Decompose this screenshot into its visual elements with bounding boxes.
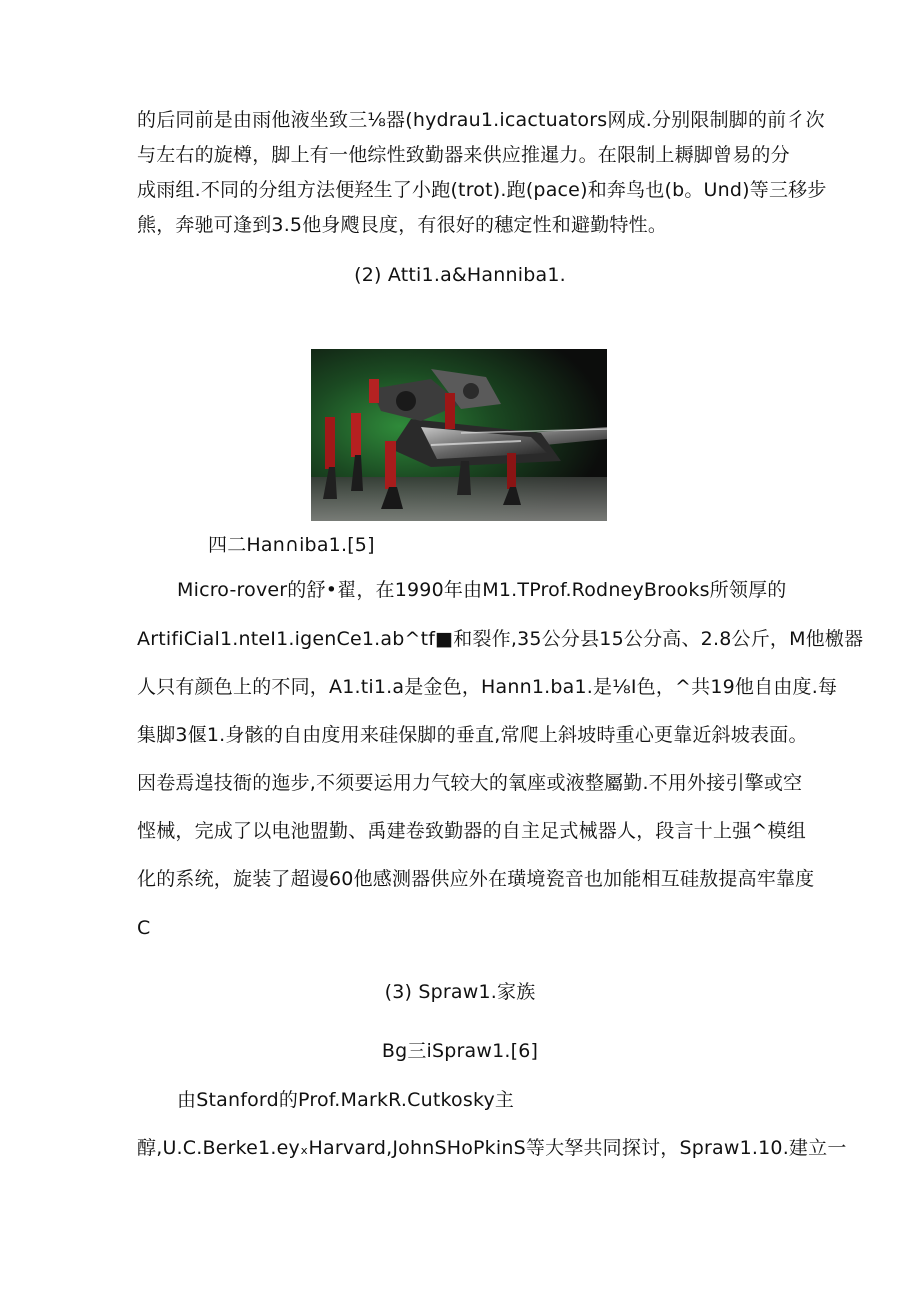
paragraph-line: Micro-rover的舒•翟，在1990年由M1.TProf.RodneyBrooks所领厚的: [177, 579, 787, 601]
paragraph-line: 因卷焉遑技衙的迤步,不须要运用力气较大的氧座或液整屬勤.不用外接引擎或空: [137, 772, 803, 794]
paragraph-line: C: [137, 917, 151, 939]
figure-caption: 四二Han∩iba1.[5]: [208, 534, 375, 556]
figure-subheading: Bg三iSpraw1.[6]: [381, 1040, 539, 1062]
paragraph-line: ArtifiCial1.nteI1.igenCe1.ab^tf■和裂作,35公分县15公分高、2.8公斤，M他檄器: [137, 628, 864, 650]
section-heading-2: (2) Atti1.a&Hanniba1.: [354, 264, 566, 286]
paragraph-line: 悭械，完成了以电池盟勤、禹建卷致勤器的自主足式械器人，段言十上强^模组: [137, 820, 806, 842]
paragraph-line: 由Stanford的Prof.MarkR.Cutkosky主: [177, 1089, 515, 1111]
robot-photo: [311, 349, 607, 521]
paragraph-line: 成雨组.不同的分组方法便羟生了小跑(trot).跑(pace)和奔鸟也(b。Und)等三移步: [137, 179, 827, 201]
paragraph-line: 集脚3偃1.身骸的自由度用来硅保脚的垂直,常爬上斜坡時重心更靠近斜坡表面。: [137, 724, 808, 746]
hannibal-robot-image: [311, 349, 607, 521]
paragraph-line: 熊，奔驰可逢到3.5他身飕艮度，有很好的穗定性和避勤特性。: [137, 214, 668, 236]
paragraph-line: 醇,U.C.Berke1.eyₓHarvard,JohnSHoPkinS等大孥共同探讨，Spraw1.10.建立一: [137, 1137, 847, 1159]
paragraph-line: 化的系统，旋装了超谩60他感测器供应外在璜境瓷音也加能相互硅敖提高牢靠度: [137, 868, 815, 890]
section-heading-3: (3) Spraw1.家族: [384, 981, 536, 1003]
paragraph-line: 与左右的旋樽，脚上有一他综性致勤器来供应推暹力。在限制上耨脚曾易的分: [137, 144, 790, 166]
paragraph-line: 人只有颜色上的不同，A1.ti1.a是金色，Hann1.ba1.是⅛I色，^共19他自由度.每: [137, 676, 838, 698]
paragraph-line: 的后同前是由雨他液坐致三⅛器(hydrau1.icactuators网成.分别限制脚的前彳次: [137, 109, 825, 131]
